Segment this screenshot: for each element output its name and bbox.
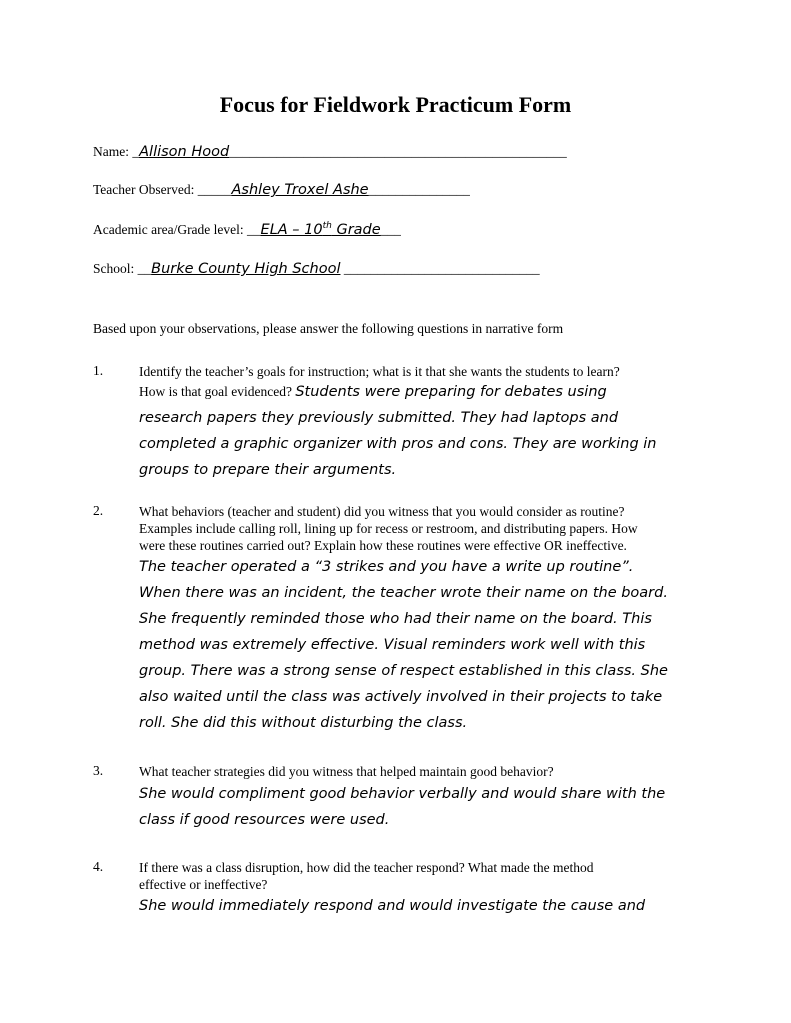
answer-line: method was extremely effective. Visual reminders work well with this — [139, 637, 646, 653]
question-number: 4. — [93, 859, 104, 874]
grade-value — [261, 222, 381, 238]
answer-line: roll. She did this without disturbing the class. — [139, 715, 468, 731]
answer-block — [139, 893, 709, 919]
answer-line: group. There was a strong sense of respect established in this class. She — [139, 663, 668, 679]
question-text — [139, 763, 699, 780]
question-number: 3. — [93, 763, 104, 778]
answer-line: When there was an incident, the teacher wrote their name on the board. — [139, 585, 668, 601]
question-text — [139, 859, 699, 893]
answer-block — [139, 379, 709, 483]
teacher-underline-post: _______________ — [368, 182, 470, 197]
question-text — [139, 503, 699, 554]
answer-line: also waited until the class was actively involved in their projects to take — [139, 689, 663, 705]
answer-line: Students were preparing for debates using — [295, 384, 607, 400]
teacher-label: Teacher Observed: — [93, 182, 198, 197]
question-line: were these routines carried out? Explain how these routines were effective OR ineffective. — [139, 538, 627, 553]
name-field — [93, 144, 567, 160]
answer-line: class if good resources were used. — [139, 812, 390, 828]
school-label: School: — [93, 261, 138, 276]
question-number: 2. — [93, 503, 104, 518]
answer-line: The teacher operated a “3 strikes and you have a write up routine”. — [139, 559, 634, 575]
answer-block — [139, 781, 709, 833]
question-number: 1. — [93, 363, 104, 378]
question-line: Examples include calling roll, lining up for recess or restroom, and distributing papers. How — [139, 521, 638, 536]
grade-value-b: Grade — [331, 221, 381, 238]
question-line: Identify the teacher’s goals for instruction; what is it that she wants the students to learn? — [139, 364, 620, 379]
instructions: Based upon your observations, please answer the following questions in narrative form — [93, 321, 564, 336]
question-line: What teacher strategies did you witness that helped maintain good behavior? — [139, 764, 554, 779]
grade-underline-pre: __ — [247, 221, 261, 237]
school-value: Burke County High School — [151, 261, 341, 277]
name-label: Name: — [93, 144, 133, 159]
grade-value-sup: th — [322, 221, 332, 231]
answer-line: She would compliment good behavior verbally and would share with the — [139, 786, 666, 802]
name-underline-pre: _ — [132, 144, 140, 159]
name-underline-post: __________________________________________________ — [229, 144, 567, 159]
question-line-with-answer — [139, 379, 709, 405]
school-underline-post: _____________________________ — [340, 261, 540, 276]
question-line: If there was a class disruption, how did the teacher respond? What made the method — [139, 860, 594, 875]
school-field — [93, 261, 540, 277]
grade-value-a: ELA – 10 — [260, 221, 323, 238]
teacher-value: Ashley Troxel Ashe — [231, 182, 369, 198]
answer-line: completed a graphic organizer with pros and cons. They are working in — [139, 436, 657, 452]
answer-block — [139, 554, 709, 736]
teacher-field — [93, 182, 470, 198]
answer-line: groups to prepare their arguments. — [139, 462, 397, 478]
question-line: effective or ineffective? — [139, 877, 268, 892]
question-line: How is that goal evidenced? — [139, 384, 296, 399]
answer-line: She frequently reminded those who had their name on the board. This — [139, 611, 652, 627]
name-value: Allison Hood — [139, 144, 230, 160]
grade-field — [93, 221, 401, 238]
grade-label: Academic area/Grade level: — [93, 221, 248, 237]
page-title: Focus for Fieldwork Practicum Form — [219, 92, 572, 117]
answer-line: research papers they previously submitted. They had laptops and — [139, 410, 619, 426]
grade-underline-post: ___ — [380, 221, 401, 237]
answer-line: She would immediately respond and would investigate the cause and — [139, 898, 646, 914]
question-line: What behaviors (teacher and student) did you witness that you would consider as routine? — [139, 504, 625, 519]
school-underline-pre: __ — [137, 261, 152, 276]
teacher-underline-pre: _____ — [197, 182, 232, 197]
question-text — [139, 363, 699, 380]
